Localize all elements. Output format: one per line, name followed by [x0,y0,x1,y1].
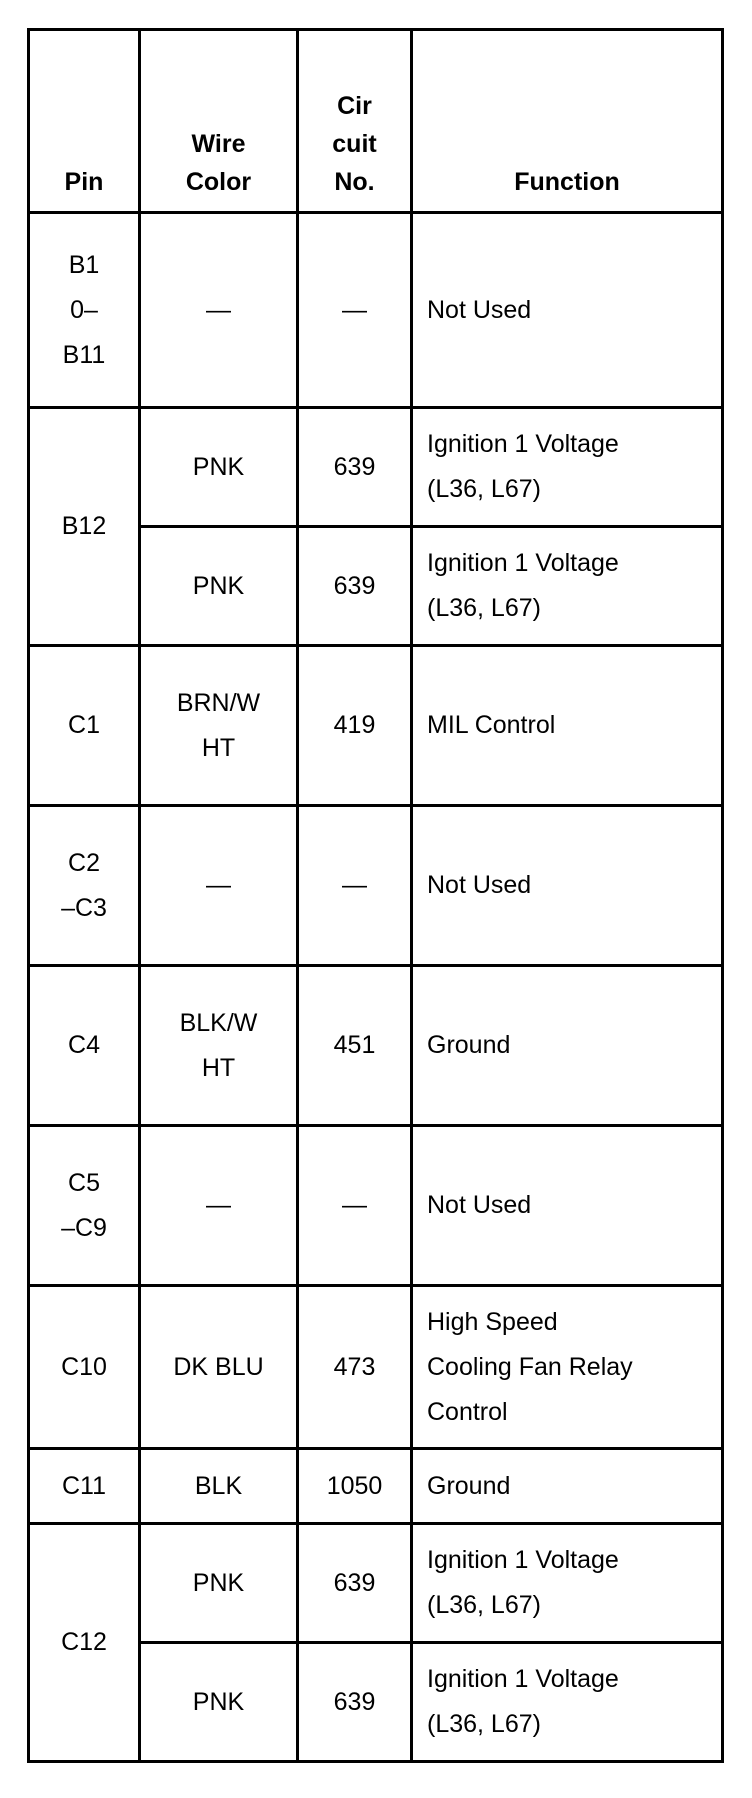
wire-color-cell: BLK [140,1449,298,1524]
circuit-cell: 639 [298,1524,412,1643]
header-wire-color: Wire Color [140,30,298,213]
circuit-cell: — [298,213,412,408]
wire-color-cell: — [140,213,298,408]
circuit-cell: 473 [298,1286,412,1449]
table-row [29,213,723,408]
table-header [29,30,723,213]
wire-color-cell: PNK [140,1524,298,1643]
header-row [29,30,723,213]
pin-cell: C12 [29,1524,140,1762]
wire-color-cell: BLK/W HT [140,966,298,1126]
circuit-cell: — [298,806,412,966]
circuit-cell: 419 [298,646,412,806]
function-cell: Not Used [412,806,723,966]
wire-color-cell: BRN/W HT [140,646,298,806]
function-cell: Ignition 1 Voltage (L36, L67) [412,1643,723,1762]
function-cell: Ignition 1 Voltage (L36, L67) [412,1524,723,1643]
table-body [29,213,723,1762]
header-circuit-no: Cir cuit No. [298,30,412,213]
circuit-cell: 1050 [298,1449,412,1524]
header-pin: Pin [29,30,140,213]
table-row [29,806,723,966]
function-cell: Ground [412,1449,723,1524]
circuit-cell: 639 [298,1643,412,1762]
pin-cell: B12 [29,408,140,646]
wire-color-cell: — [140,1126,298,1286]
pin-cell: C11 [29,1449,140,1524]
function-cell: Not Used [412,1126,723,1286]
table-row [29,966,723,1126]
function-cell: Ignition 1 Voltage (L36, L67) [412,408,723,527]
wire-color-cell: PNK [140,408,298,527]
table-row [29,1126,723,1286]
circuit-cell: 639 [298,408,412,527]
pin-cell: B1 0– B11 [29,213,140,408]
pin-cell: C4 [29,966,140,1126]
connector-pinout-table [27,28,724,1763]
circuit-cell: 451 [298,966,412,1126]
pin-cell: C10 [29,1286,140,1449]
function-cell: Ground [412,966,723,1126]
pin-cell: C2 –C3 [29,806,140,966]
function-cell: High Speed Cooling Fan Relay Control [412,1286,723,1449]
table-row [29,408,723,527]
header-function: Function [412,30,723,213]
wire-color-cell: PNK [140,1643,298,1762]
wire-color-cell: DK BLU [140,1286,298,1449]
function-cell: MIL Control [412,646,723,806]
function-cell: Not Used [412,213,723,408]
table-row [29,646,723,806]
wire-color-cell: — [140,806,298,966]
table-row [29,1524,723,1643]
table-row [29,1449,723,1524]
function-cell: Ignition 1 Voltage (L36, L67) [412,527,723,646]
circuit-cell: — [298,1126,412,1286]
circuit-cell: 639 [298,527,412,646]
table-row [29,1286,723,1449]
pin-cell: C1 [29,646,140,806]
wire-color-cell: PNK [140,527,298,646]
pin-cell: C5 –C9 [29,1126,140,1286]
